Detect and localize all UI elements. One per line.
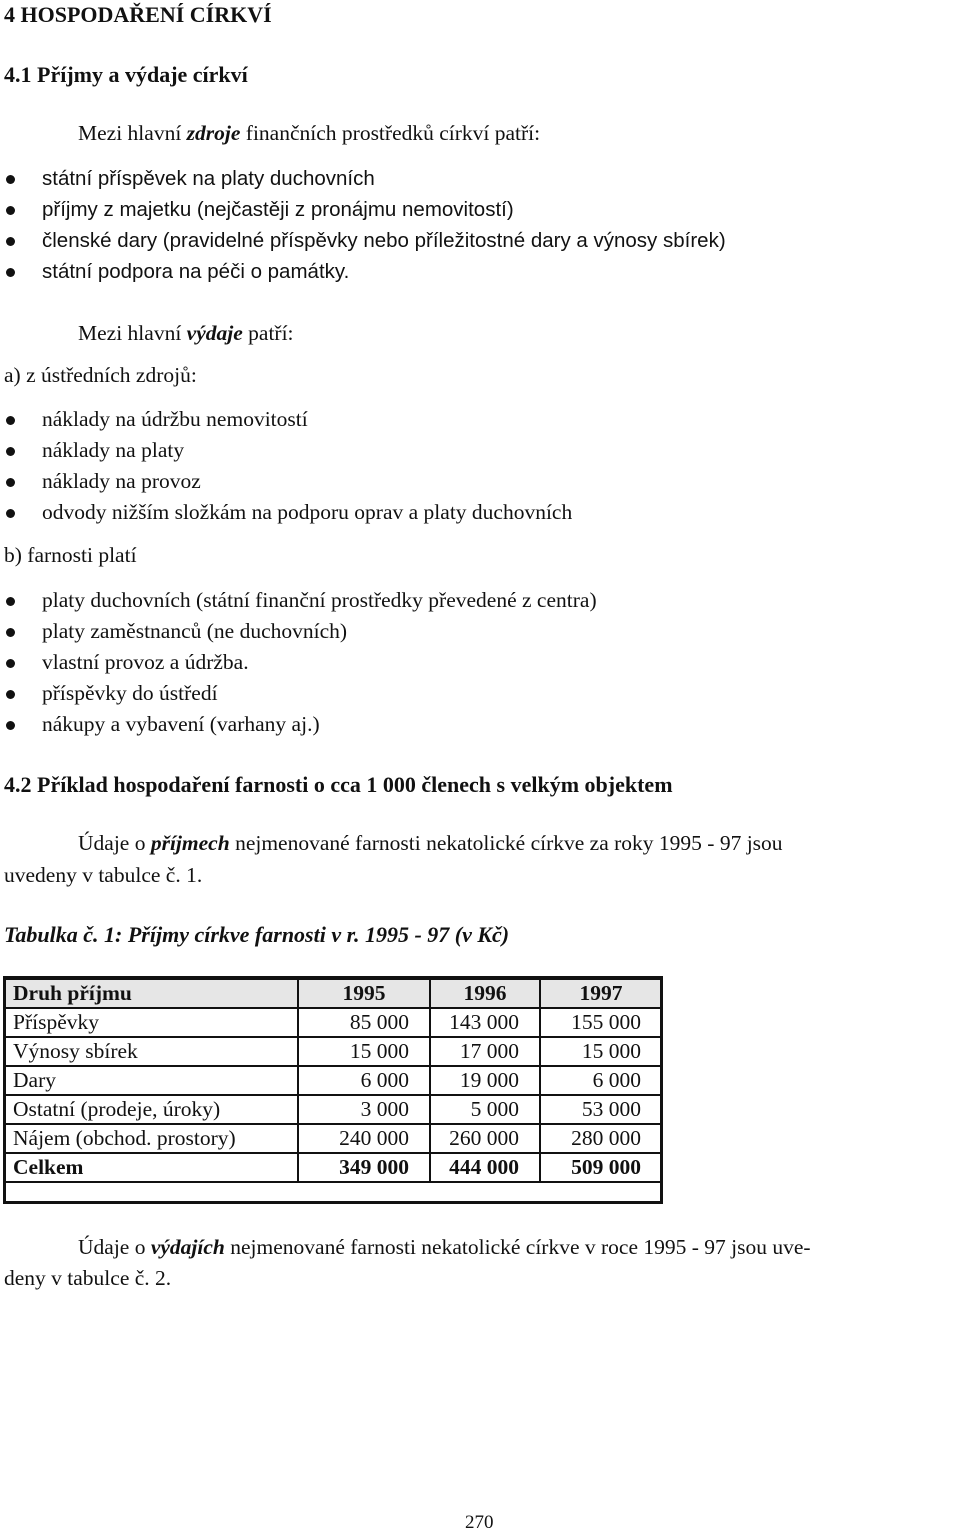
- table-cell: 17 000: [430, 1037, 540, 1066]
- table-cell: 15 000: [298, 1037, 430, 1066]
- group-a-list: [0, 404, 940, 528]
- bullet-icon: [6, 659, 15, 668]
- list-item-text: státní podpora na péči o památky.: [42, 260, 350, 283]
- expenses-paragraph-line1: [78, 1235, 811, 1260]
- table-total-row: [4, 1153, 662, 1182]
- bullet-icon: [6, 628, 15, 637]
- table-header-row: [4, 979, 662, 1008]
- chapter-title: 4 HOSPODAŘENÍ CÍRKVÍ: [4, 2, 272, 27]
- bullet-icon: [6, 721, 15, 730]
- list-item: [0, 497, 940, 528]
- table-row: [4, 1037, 662, 1066]
- list-item: [0, 466, 940, 497]
- table-caption: Tabulka č. 1: Příjmy církve farnosti v r. 1995 - 97 (v Kč): [4, 922, 510, 947]
- bullet-icon: [6, 237, 15, 246]
- sources-list: [0, 163, 940, 287]
- list-item: [0, 709, 940, 740]
- list-item: [0, 585, 940, 616]
- list-item: [0, 404, 940, 435]
- bullet-icon: [6, 206, 15, 215]
- sources-intro-emphasis: zdroje: [186, 121, 241, 145]
- table-row: [4, 1095, 662, 1124]
- table-cell: 5 000: [430, 1095, 540, 1124]
- list-item: [0, 435, 940, 466]
- table-cell: Výnosy sbírek: [4, 1037, 298, 1066]
- income-paragraph-emphasis: příjmech: [150, 831, 230, 855]
- list-item-text: náklady na provoz: [42, 469, 201, 493]
- table-cell: Dary: [4, 1066, 298, 1095]
- table-header-cell: 1996: [430, 979, 540, 1008]
- group-a-label: a) z ústředních zdrojů:: [4, 363, 197, 387]
- table-cell: Nájem (obchod. prostory): [4, 1124, 298, 1153]
- expenses-intro-post: patří:: [242, 321, 294, 345]
- list-item: [0, 256, 940, 287]
- table-cell: 19 000: [430, 1066, 540, 1095]
- group-b-list: [0, 585, 940, 740]
- sources-intro: [78, 121, 540, 146]
- list-item: [0, 225, 940, 256]
- expenses-intro-emphasis: výdaje: [186, 321, 243, 345]
- bullet-icon: [6, 509, 15, 518]
- table-cell: Ostatní (prodeje, úroky): [4, 1095, 298, 1124]
- table-cell: 6 000: [298, 1066, 430, 1095]
- income-paragraph-line2: uvedeny v tabulce č. 1.: [4, 863, 203, 887]
- table-header-cell: 1997: [540, 979, 662, 1008]
- table-cell: Příspěvky: [4, 1008, 298, 1037]
- income-paragraph-rest: nejmenované farnosti nekatolické církve za roky 1995 - 97 jsou: [229, 831, 783, 855]
- list-item-text: odvody nižším složkám na podporu oprav a platy duchovních: [42, 500, 573, 524]
- bullet-icon: [6, 447, 15, 456]
- table-row: [4, 1124, 662, 1153]
- bullet-icon: [6, 416, 15, 425]
- table-cell: 509 000: [540, 1153, 662, 1182]
- list-item-text: členské dary (pravidelné příspěvky nebo příležitostné dary a výnosy sbírek): [42, 229, 726, 252]
- list-item-text: vlastní provoz a údržba.: [42, 650, 249, 674]
- income-table: [3, 978, 663, 1183]
- list-item-text: náklady na údržbu nemovitostí: [42, 407, 308, 431]
- income-paragraph-line1: [78, 831, 783, 856]
- bullet-icon: [6, 175, 15, 184]
- sources-intro-post: finančních prostředků církví patří:: [240, 121, 541, 145]
- list-item-text: příjmy z majetku (nejčastěji z pronájmu nemovitostí): [42, 198, 514, 221]
- table-cell: 15 000: [540, 1037, 662, 1066]
- expenses-paragraph-pre: Údaje o: [78, 1235, 151, 1259]
- expenses-intro: [78, 321, 294, 346]
- section-4-1-heading: 4.1 Příjmy a výdaje církví: [4, 62, 248, 87]
- table-cell: 85 000: [298, 1008, 430, 1037]
- table-cell: 143 000: [430, 1008, 540, 1037]
- table-cell: 240 000: [298, 1124, 430, 1153]
- list-item-text: příspěvky do ústředí: [42, 681, 218, 705]
- table-cell: 3 000: [298, 1095, 430, 1124]
- expenses-paragraph-rest: nejmenované farnosti nekatolické církve v roce 1995 - 97 jsou uve-: [224, 1235, 811, 1259]
- table-cell: 260 000: [430, 1124, 540, 1153]
- bullet-icon: [6, 690, 15, 699]
- expenses-intro-pre: Mezi hlavní: [78, 321, 187, 345]
- table-cell: 6 000: [540, 1066, 662, 1095]
- list-item: [0, 194, 940, 225]
- bullet-icon: [6, 268, 15, 277]
- list-item-text: státní příspěvek na platy duchovních: [42, 167, 375, 190]
- expenses-paragraph-emphasis: výdajích: [150, 1235, 225, 1259]
- bullet-icon: [6, 478, 15, 487]
- list-item: [0, 647, 940, 678]
- list-item-text: nákupy a vybavení (varhany aj.): [42, 712, 320, 736]
- section-4-2-heading: 4.2 Příklad hospodaření farnosti o cca 1 000 členech s velkým objektem: [4, 772, 673, 797]
- list-item: [0, 163, 940, 194]
- list-item-text: platy zaměstnanců (ne duchovních): [42, 619, 348, 643]
- table-row: [4, 1008, 662, 1037]
- table-cell: 53 000: [540, 1095, 662, 1124]
- table-header-cell: 1995: [298, 979, 430, 1008]
- table-cell: 349 000: [298, 1153, 430, 1182]
- table-cell: 280 000: [540, 1124, 662, 1153]
- sources-intro-pre: Mezi hlavní: [78, 121, 187, 145]
- list-item: [0, 678, 940, 709]
- expenses-paragraph-line2: deny v tabulce č. 2.: [4, 1266, 172, 1290]
- table-cell: 155 000: [540, 1008, 662, 1037]
- group-b-label: b) farnosti platí: [4, 543, 137, 567]
- list-item-text: náklady na platy: [42, 438, 185, 462]
- list-item-text: platy duchovních (státní finanční prostředky převedené z centra): [42, 588, 597, 612]
- table-cell: Celkem: [4, 1153, 298, 1182]
- income-paragraph-pre: Údaje o: [78, 831, 151, 855]
- page-number: 270: [465, 1512, 494, 1533]
- table-row: [4, 1066, 662, 1095]
- list-item: [0, 616, 940, 647]
- bullet-icon: [6, 597, 15, 606]
- table-header-cell: Druh příjmu: [4, 979, 298, 1008]
- table-cell: 444 000: [430, 1153, 540, 1182]
